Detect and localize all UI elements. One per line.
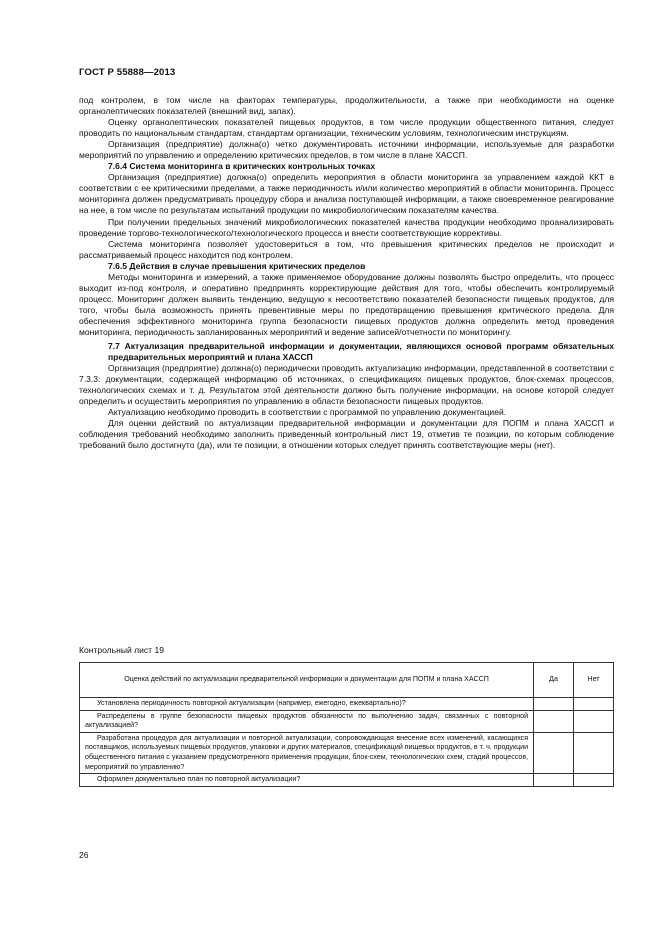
section-heading-7-7: 7.7 Актуализация предварительной информации и документации, являющихся основой программ обязательных предварительных мероприятий и плана ХАССП	[108, 341, 614, 363]
table-row	[80, 732, 614, 773]
paragraph: Организация (предприятие) должна(о) определить мероприятия в области мониторинга за управлением каждой ККТ в соответствии с ее критическими пределами, а также периодичность и/или количество мероприятий в области мониторинга. Процесс мониторинга должен предусматривать процедуру сбора и анализа поступающей информации, а также своевременное реагирование на нее, в том числе по результатам испытаний продукции по микробиологическим показателям качества.	[79, 172, 614, 216]
table-row	[80, 710, 614, 732]
no-cell[interactable]	[574, 774, 614, 787]
no-cell[interactable]	[574, 732, 614, 773]
checklist-table	[79, 662, 614, 787]
question-cell: Оформлен документально план по повторной актуализации?	[80, 774, 534, 787]
paragraph: Система мониторинга позволяет удостовериться в том, что превышения критических пределов не происходит и рассматриваемый процесс находится под контролем.	[79, 238, 614, 260]
checklist-caption: Контрольный лист 19	[79, 645, 164, 655]
table-row	[80, 774, 614, 787]
question-cell: Распределены в группе безопасности пищевых продуктов обязанности по выполнению задач, связанных с повторной актуализацией?	[80, 710, 534, 732]
yes-cell[interactable]	[534, 710, 574, 732]
yes-cell[interactable]	[534, 698, 574, 711]
no-cell[interactable]	[574, 698, 614, 711]
no-cell[interactable]	[574, 710, 614, 732]
paragraph: Организация (предприятие) должна(о) периодически проводить актуализацию информации, представленной в соответствии с 7.3.3: документации, содержащей информацию об источниках, о спецификациях пищевых продуктов, блок-схемах процессов, технологических схемах и т. д. Результатом этой деятельности должно быть получение информации, на основе которой следует определить и осуществить мероприятия по управлению в области безопасности пищевых продуктов.	[79, 363, 614, 407]
yes-cell[interactable]	[534, 732, 574, 773]
paragraph: под контролем, в том числе на факторах температуры, продолжительности, а также при необходимости на оценке органолептических показателей (внешний вид, запах).	[79, 95, 614, 117]
paragraph: Оценку органолептических показателей пищевых продуктов, в том числе продукции общественного питания, следует проводить по национальным стандартам, стандартам организации, техническим условиям, технологическим инструкциям.	[79, 117, 614, 139]
paragraph: Для оценки действий по актуализации предварительной информации и документации для ПОПМ и плана ХАССП и соблюдения требований необходимо заполнить приведенный контрольный лист 19, отметив те позиции, по которым соблюдение требований было достигнуто (да), или те позиции, в отношении которых следует принять соответствующие меры (нет).	[79, 418, 614, 451]
question-cell: Установлена периодичность повторной актуализации (например, ежегодно, ежеквартально)?	[80, 698, 534, 711]
paragraph: Организация (предприятие) должна(о) четко документировать источники информации, используемые для разработки мероприятий по управлению и определению критических пределов, в том числе в плане ХАССП.	[79, 139, 614, 161]
yes-cell[interactable]	[534, 774, 574, 787]
table-header-row	[80, 663, 614, 698]
paragraph: Методы мониторинга и измерений, а также применяемое оборудование должны позволять быстро определить, что процесс выходит из-под контроля, и оперативно предпринять корректирующие действия для того, чтобы обеспечить контролируемый процесс. Мониторинг должен выявить тенденцию, ведущую к несоответствию показателей безопасности пищевых продуктов, для того, чтобы была возможность принять превентивные меры по предотвращению превышения критического предела. Для обеспечения эффективного мониторинга группа безопасности пищевых продуктов должна определить метод проведения мониторинга, периодичность запланированных мероприятий и ведение записей/отчетности по мониторингу.	[79, 271, 614, 337]
section-heading-7-6-4: 7.6.4 Система мониторинга в критических контрольных точках	[108, 161, 376, 172]
document-header: ГОСТ Р 55888—2013	[79, 67, 176, 78]
body-text	[79, 95, 614, 452]
paragraph: Актуализацию необходимо проводить в соответствии с программой по управлению документацией.	[108, 407, 507, 418]
column-header-yes: Да	[534, 663, 574, 698]
page-number: 26	[79, 850, 89, 860]
section-heading-7-6-5: 7.6.5 Действия в случае превышения критических пределов	[108, 260, 366, 271]
paragraph: При получении предельных значений микробиологических показателей качества продукции необходимо проанализировать проведение торгово-технологического/технологического процесса и внести соответствующие коррективы.	[79, 216, 614, 238]
question-cell: Разработана процедура для актуализации и повторной актуализации, сопровождающая внесение всех изменений, касающихся поставщиков, используемых пищевых продуктов, упаковки и других материалов, спецификаций пищевых продуктов, в т. ч. продукции общественного питания с указанием предусмотренного применения продукции, блок-схем, технологических схем, стадий процессов, мероприятий по управлению?	[80, 732, 534, 773]
column-header-no: Нет	[574, 663, 614, 698]
table-row	[80, 698, 614, 711]
column-header-question: Оценка действий по актуализации предварительной информации и документации для ПОПМ и плана ХАССП	[80, 663, 534, 698]
